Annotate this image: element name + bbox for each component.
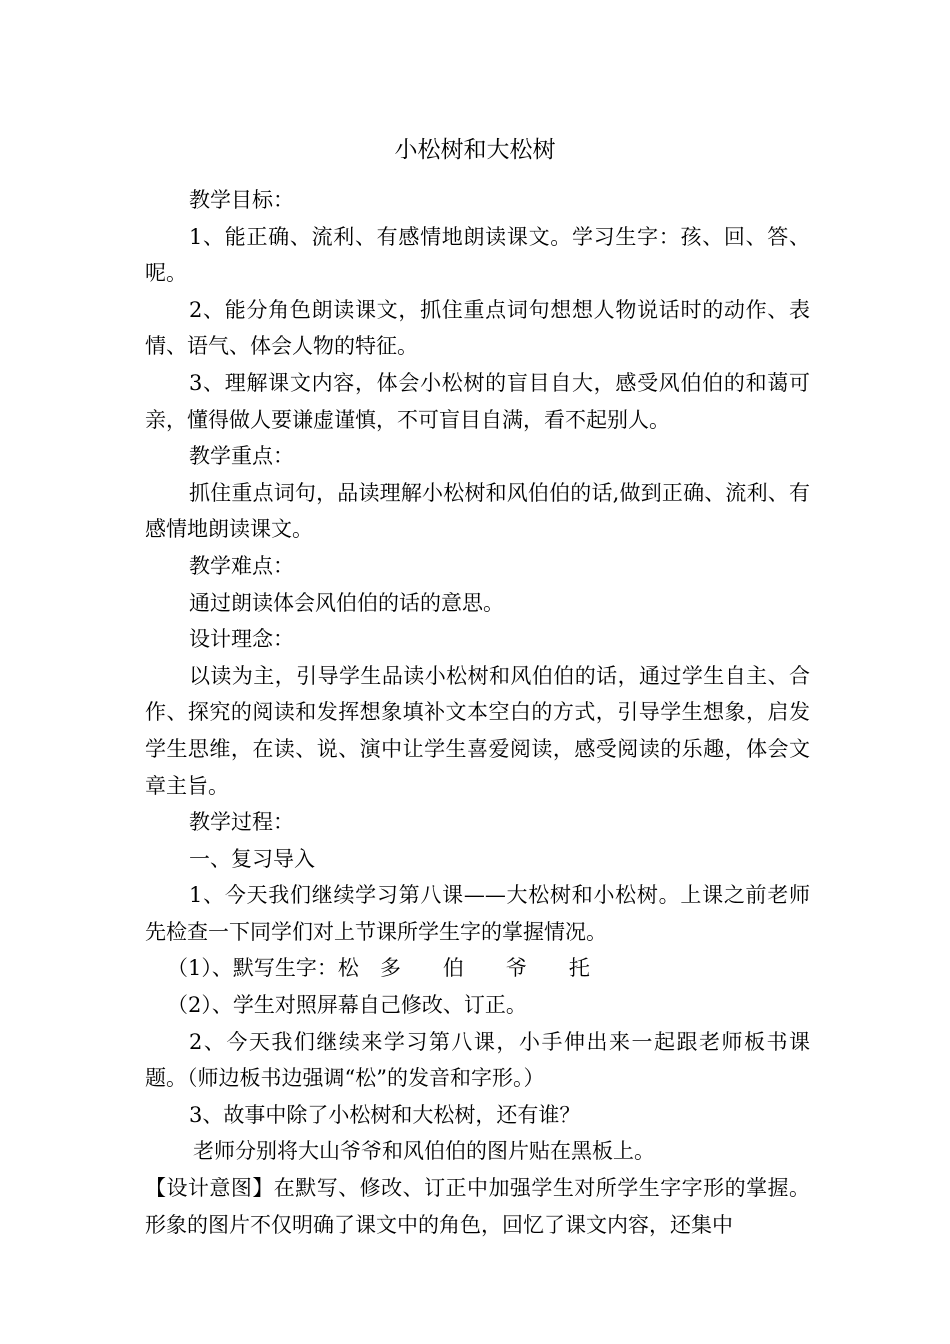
process-step-3-note: 老师分别将大山爷爷和风伯伯的图片贴在黑板上。 [193, 1139, 655, 1164]
heading-teaching-goals: 教学目标： [189, 188, 294, 212]
heading-design-concept: 设计理念： [189, 627, 294, 652]
design-intent-text: 【设计意图】在默写、修改、订正中加强学生对所学生字字形的掌握。形象的图片不仅明确了课文中的角色，回忆了课文内容，还集中 [145, 1176, 810, 1237]
section-review-intro: 一、复习导入 [189, 846, 315, 871]
document-title: 小松树和大松树 [394, 137, 556, 163]
difficulties-text: 通过朗读体会风伯伯的话的意思。 [189, 590, 504, 615]
heading-difficulties: 教学难点： [189, 553, 294, 578]
process-substep-2: （2）、学生对照屏幕自己修改、订正。 [167, 993, 527, 1018]
goal-item-3: 3、理解课文内容，体会小松树的盲目自大，感受风伯伯的和蔼可亲，懂得做人要谦虚谨慎，不可盲目自满，看不起别人。 [145, 370, 810, 432]
document-body [145, 182, 810, 1243]
heading-key-points: 教学重点： [189, 444, 294, 469]
process-step-3: 3、故事中除了小松树和大松树，还有谁？ [189, 1102, 581, 1127]
process-step-2: 2、今天我们继续来学习第八课，小手伸出来一起跟老师板书课题。（师边板书边强调“松”的发音和字形。） [145, 1029, 810, 1091]
goal-item-1: 1、能正确、流利、有感情地朗读课文。学习生字：孩、回、答、呢。 [145, 224, 810, 286]
goal-item-2: 2、能分角色朗读课文，抓住重点词句想想人物说话时的动作、表情、语气、体会人物的特征。 [145, 297, 810, 359]
process-step-1: 1、今天我们继续学习第八课——大松树和小松树。上课之前老师先检查一下同学们对上节课所学生字的掌握情况。 [145, 883, 810, 944]
design-concept-text: 以读为主，引导学生品读小松树和风伯伯的话，通过学生自主、合作、探究的阅读和发挥想象填补文本空白的方式，引导学生想象，启发学生思维，在读、说、演中让学生喜爱阅读，感受阅读的乐趣，体会文章主旨。 [145, 663, 810, 798]
process-substep-1: （1）、默写生字：松 多 伯 爷 托 [167, 956, 590, 981]
key-points-text: 抓住重点词句，品读理解小松树和风伯伯的话,做到正确、流利、有感情地朗读课文。 [145, 480, 810, 542]
heading-teaching-process: 教学过程： [189, 810, 294, 835]
